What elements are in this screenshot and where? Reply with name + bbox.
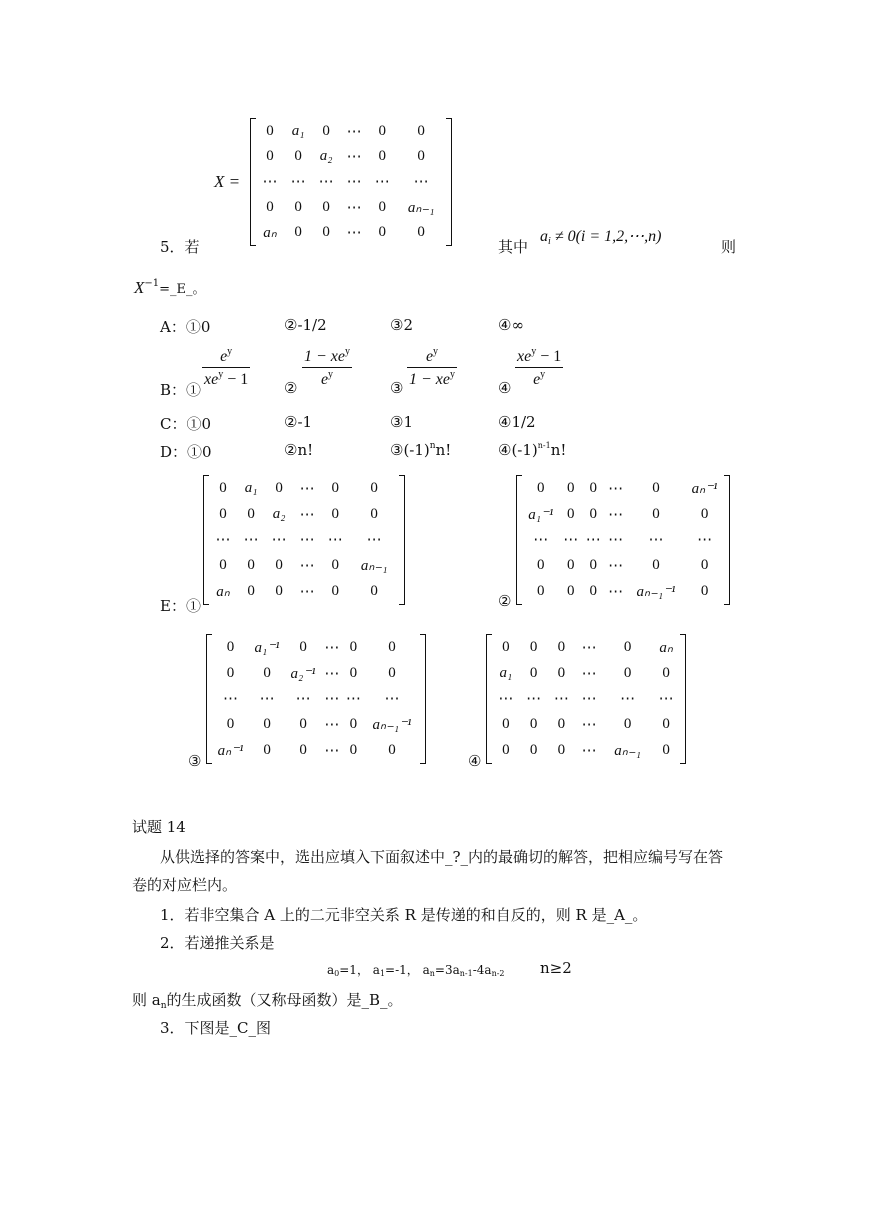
matrix-cell: ⋯ <box>346 224 362 241</box>
matrix-row <box>209 578 399 604</box>
matrix-cell: ⋯ <box>581 742 597 759</box>
question-5-label: 5．若 <box>160 238 200 256</box>
option-e-matrix-3 <box>206 634 426 764</box>
matrix-cell: 0 <box>299 741 307 758</box>
matrix-cell: ⋯ <box>620 691 636 708</box>
matrix-cell: 0 <box>263 741 271 758</box>
matrix-row <box>209 527 399 553</box>
matrix-cell: ⋯ <box>299 583 315 600</box>
matrix-cell: a₂ <box>319 148 333 165</box>
matrix-cell: aₙ₋₁ <box>360 558 388 575</box>
matrix-cell: ⋯ <box>384 691 400 708</box>
matrix-cell: 0 <box>623 664 632 681</box>
matrix-cell: ⋯ <box>581 717 597 734</box>
matrix-cell: aₙ₋₁ <box>614 742 641 759</box>
option-d-4: $④(-1)^{n-1}n$! <box>498 441 567 459</box>
matrix-cell: 0 <box>370 480 378 497</box>
matrix-cell: ⋯ <box>327 532 343 549</box>
option-b-fraction-3: $e^y$ $1 - xe^y$ <box>409 346 455 388</box>
matrix-row <box>492 737 680 763</box>
matrix-cell: 0 <box>417 223 425 240</box>
option-b-fraction-1: $e^y$ $xe^y - 1$ <box>204 346 249 388</box>
matrix-cell: 0 <box>378 223 386 240</box>
option-c-4: ④1/2 <box>498 413 536 431</box>
option-b-2-label: ② <box>284 379 298 397</box>
matrix-cell: ⋯ <box>259 691 275 708</box>
matrix-cell: ⋯ <box>318 174 334 191</box>
matrix-cell: 0 <box>219 505 227 522</box>
matrix-cell: aₙ <box>659 640 673 657</box>
option-a-1: A：①0 <box>160 318 211 336</box>
matrix-cell: ⋯ <box>608 481 624 498</box>
matrix-cell: ⋯ <box>697 532 713 549</box>
matrix-cell: 0 <box>417 148 425 165</box>
matrix-cell: 0 <box>275 557 283 574</box>
matrix-cell: ⋯ <box>581 691 597 708</box>
matrix-cell: 0 <box>294 223 302 240</box>
option-d-2: ②n! <box>284 441 314 459</box>
recurrence-relation: a0=1， a1=-1， an=3an-1-4an-2 <box>327 963 505 978</box>
matrix-cell: ⋯ <box>581 640 597 657</box>
matrix-cell: 0 <box>331 505 339 522</box>
matrix-cell: 0 <box>589 557 597 574</box>
matrix-cell: aₙ₋₁⁻¹ <box>372 717 412 734</box>
matrix-cell: 0 <box>662 716 670 733</box>
matrix-cell: 0 <box>266 148 274 165</box>
matrix-cell: 0 <box>700 557 709 574</box>
matrix-cell: 0 <box>662 741 670 758</box>
matrix-cell: ⋯ <box>346 149 362 166</box>
matrix-cell: 0 <box>417 123 425 140</box>
option-b-4-label: ④ <box>498 379 512 397</box>
option-b-3-label: ③ <box>390 379 404 397</box>
option-e-matrix-2 <box>516 475 730 605</box>
matrix-cell: 0 <box>226 639 235 656</box>
matrix-cell: 0 <box>652 505 660 522</box>
matrix-cell: 0 <box>219 557 227 574</box>
matrix-cell: 0 <box>226 664 235 681</box>
matrix-cell: 0 <box>388 639 396 656</box>
matrix-cell: 0 <box>567 480 575 497</box>
matrix-cell: ⋯ <box>299 481 315 498</box>
matrix-cell: ⋯ <box>324 691 340 708</box>
matrix-cell: 0 <box>322 198 330 215</box>
matrix-row <box>209 502 399 528</box>
matrix-cell: a₁ <box>244 480 258 497</box>
matrix-cell: ⋯ <box>585 532 601 549</box>
matrix-cell: 0 <box>567 557 575 574</box>
matrix-cell: 0 <box>349 664 358 681</box>
matrix-row <box>256 144 446 169</box>
question-14-intro-line-1: 从供选择的答案中，选出应填入下面叙述中_?_内的最确切的解答，把相应编号写在答 <box>160 848 724 866</box>
matrix-cell: 0 <box>700 582 709 599</box>
matrix-cell: ⋯ <box>243 532 259 549</box>
matrix-cell: 0 <box>700 505 709 522</box>
matrix-cell: 0 <box>557 716 566 733</box>
matrix-cell: 0 <box>349 639 358 656</box>
matrix-cell: 0 <box>557 639 566 656</box>
matrix-cell: 0 <box>322 223 330 240</box>
option-c-2: ②-1 <box>284 413 313 431</box>
matrix-row <box>256 220 446 245</box>
question-14-item-3: 3．下图是_C_图 <box>160 1019 272 1037</box>
option-b-fraction-2: $1 - xe^y$ $e^y$ <box>304 346 350 388</box>
option-d-3: $③(-1)^nn$! <box>390 441 452 459</box>
matrix-cell: 0 <box>529 716 538 733</box>
matrix-cell: 0 <box>331 480 339 497</box>
matrix-row <box>212 712 420 738</box>
x-equals-label: X = <box>214 172 241 191</box>
matrix-cell: ⋯ <box>526 691 542 708</box>
matrix-cell: ⋯ <box>262 174 278 191</box>
matrix-cell: 0 <box>567 582 575 599</box>
matrix-cell: 0 <box>370 582 378 599</box>
matrix-cell: a₁ <box>499 664 513 681</box>
matrix-cell: ⋯ <box>324 640 340 657</box>
matrix-cell: 0 <box>275 480 283 497</box>
option-a-4: ④∞ <box>498 316 524 334</box>
matrix-cell: 0 <box>652 557 660 574</box>
matrix-cell: 0 <box>247 505 255 522</box>
matrix-cell: 0 <box>502 639 510 656</box>
matrix-cell: ⋯ <box>346 124 362 141</box>
matrix-cell: 0 <box>529 664 538 681</box>
matrix-cell: ⋯ <box>608 532 624 549</box>
option-e-2-label: ② <box>498 592 512 610</box>
matrix-cell: a₂ <box>272 505 286 522</box>
matrix-cell: 0 <box>226 716 235 733</box>
matrix-cell: 0 <box>529 741 538 758</box>
matrix-cell: a₁⁻¹ <box>528 506 554 523</box>
matrix-cell: ⋯ <box>299 532 315 549</box>
matrix-row <box>492 712 680 738</box>
matrix-cell: 0 <box>263 716 271 733</box>
matrix-row <box>256 195 446 220</box>
matrix-cell: ⋯ <box>295 691 311 708</box>
question-14-intro-line-2: 卷的对应栏内。 <box>132 876 238 894</box>
ze-label: 则 <box>721 238 737 256</box>
matrix-cell: 0 <box>662 664 670 681</box>
option-c-3: ③1 <box>390 413 413 431</box>
matrix-cell: ⋯ <box>498 691 514 708</box>
matrix-cell: 0 <box>247 582 255 599</box>
option-e-3-label: ③ <box>188 752 202 770</box>
matrix-cell: 0 <box>294 148 302 165</box>
matrix-cell: aₙ⁻¹ <box>217 742 244 759</box>
matrix-cell: 0 <box>557 664 566 681</box>
matrix-cell: a₁ <box>291 123 305 140</box>
option-e-matrix-1 <box>203 475 405 605</box>
matrix-cell: 0 <box>537 480 545 497</box>
matrix-cell: 0 <box>589 480 597 497</box>
matrix-cell: 0 <box>537 557 545 574</box>
matrix-cell: 0 <box>275 582 283 599</box>
qizhong-label: 其中 <box>498 238 529 256</box>
matrix-cell: a₁⁻¹ <box>254 640 280 657</box>
matrix-cell: 0 <box>294 198 302 215</box>
matrix-row <box>492 661 680 687</box>
matrix-row <box>522 553 724 579</box>
question-14-item-2: 2．若递推关系是 <box>160 934 275 952</box>
matrix-row <box>212 635 420 661</box>
matrix-cell: 0 <box>322 123 330 140</box>
matrix-cell: 0 <box>299 639 307 656</box>
matrix-cell: aₙ <box>263 224 277 241</box>
matrix-row <box>492 686 680 712</box>
matrix-row <box>522 476 724 502</box>
matrix-cell: aₙ <box>216 583 230 600</box>
option-b-fraction-4: $xe^y - 1$ $e^y$ <box>517 346 562 388</box>
matrix-cell: 0 <box>331 582 339 599</box>
generating-function-line: 则 $a_n$的生成函数（又称母函数）是_B_。 <box>132 991 403 1011</box>
matrix-cell: aₙ⁻¹ <box>691 481 718 498</box>
matrix-row <box>522 527 724 553</box>
matrix-cell: 0 <box>299 716 307 733</box>
matrix-cell: 0 <box>652 480 660 497</box>
matrix-cell: ⋯ <box>346 199 362 216</box>
matrix-cell: 0 <box>529 639 538 656</box>
condition: $a_i \ne 0(i$ = 1,2,⋯,n) <box>540 228 662 247</box>
matrix-row <box>522 502 724 528</box>
matrix-cell: ⋯ <box>533 532 549 549</box>
question-14-item-1: 1．若非空集合 A 上的二元非空关系 R 是传递的和自反的，则 R 是_A_。 <box>160 906 648 924</box>
matrix-cell: 0 <box>589 582 597 599</box>
matrix-cell: ⋯ <box>413 174 429 191</box>
option-e-4-label: ④ <box>468 752 482 770</box>
matrix-cell: ⋯ <box>608 558 624 575</box>
matrix-cell: 0 <box>219 480 227 497</box>
matrix-row <box>256 169 446 194</box>
matrix-cell: 0 <box>247 557 255 574</box>
matrix-cell: 0 <box>331 557 339 574</box>
matrix-cell: aₙ₋₁⁻¹ <box>636 583 676 600</box>
matrix-cell: ⋯ <box>374 174 390 191</box>
matrix-cell: ⋯ <box>608 583 624 600</box>
matrix-cell: ⋯ <box>581 665 597 682</box>
matrix-row <box>212 737 420 763</box>
matrix-cell: 0 <box>378 198 386 215</box>
matrix-cell: ⋯ <box>563 532 579 549</box>
matrix-cell: aₙ₋₁ <box>407 199 435 216</box>
matrix-cell: ⋯ <box>215 532 231 549</box>
option-a-3: ③2 <box>390 316 413 334</box>
matrix-cell: ⋯ <box>608 506 624 523</box>
matrix-cell: 0 <box>349 741 358 758</box>
option-d-1: D：①0 <box>160 443 212 461</box>
matrix-cell: ⋯ <box>299 558 315 575</box>
matrix-cell: 0 <box>537 582 545 599</box>
matrix-cell: 0 <box>589 505 597 522</box>
matrix-cell: 0 <box>623 716 632 733</box>
option-e-matrix-4 <box>486 634 686 764</box>
matrix-cell: 0 <box>266 123 274 140</box>
matrix-row <box>209 553 399 579</box>
matrix-cell: ⋯ <box>324 717 340 734</box>
matrix-cell: ⋯ <box>366 532 382 549</box>
matrix-cell: 0 <box>263 664 271 681</box>
matrix-cell: ⋯ <box>648 532 664 549</box>
main-matrix <box>250 118 452 246</box>
matrix-row <box>492 635 680 661</box>
matrix-cell: 0 <box>370 505 378 522</box>
matrix-cell: ⋯ <box>324 665 340 682</box>
matrix-row <box>209 476 399 502</box>
matrix-cell: 0 <box>388 741 396 758</box>
matrix-cell: ⋯ <box>299 506 315 523</box>
matrix-cell: ⋯ <box>290 174 306 191</box>
matrix-cell: 0 <box>502 716 510 733</box>
matrix-cell: ⋯ <box>658 691 674 708</box>
matrix-cell: 0 <box>623 639 632 656</box>
inverse-question: $X^{-1}=\_E\_$。 <box>134 278 206 297</box>
matrix-cell: 0 <box>349 716 358 733</box>
matrix-cell: ⋯ <box>553 691 569 708</box>
option-a-2: ②-1/2 <box>284 316 327 334</box>
matrix-cell: a₂⁻¹ <box>290 665 316 682</box>
matrix-cell: 0 <box>567 505 575 522</box>
matrix-row <box>256 119 446 144</box>
matrix-cell: ⋯ <box>346 174 362 191</box>
option-c-1: C：①0 <box>160 415 212 433</box>
matrix-cell: ⋯ <box>223 691 239 708</box>
matrix-cell: ⋯ <box>271 532 287 549</box>
matrix-row <box>212 661 420 687</box>
matrix-cell: ⋯ <box>324 742 340 759</box>
matrix-cell: ⋯ <box>345 691 361 708</box>
matrix-cell: 0 <box>378 148 386 165</box>
question-14-title: 试题 14 <box>132 818 186 836</box>
matrix-cell: 0 <box>266 198 274 215</box>
matrix-cell: 0 <box>502 741 510 758</box>
matrix-cell: 0 <box>388 664 396 681</box>
recurrence-condition: n≥2 <box>540 959 572 977</box>
matrix-cell: 0 <box>557 741 566 758</box>
matrix-cell: 0 <box>378 123 386 140</box>
option-b-1-label: B：① <box>160 381 202 399</box>
option-e-1-label: E：① <box>160 597 201 615</box>
matrix-row <box>522 578 724 604</box>
matrix-row <box>212 686 420 712</box>
